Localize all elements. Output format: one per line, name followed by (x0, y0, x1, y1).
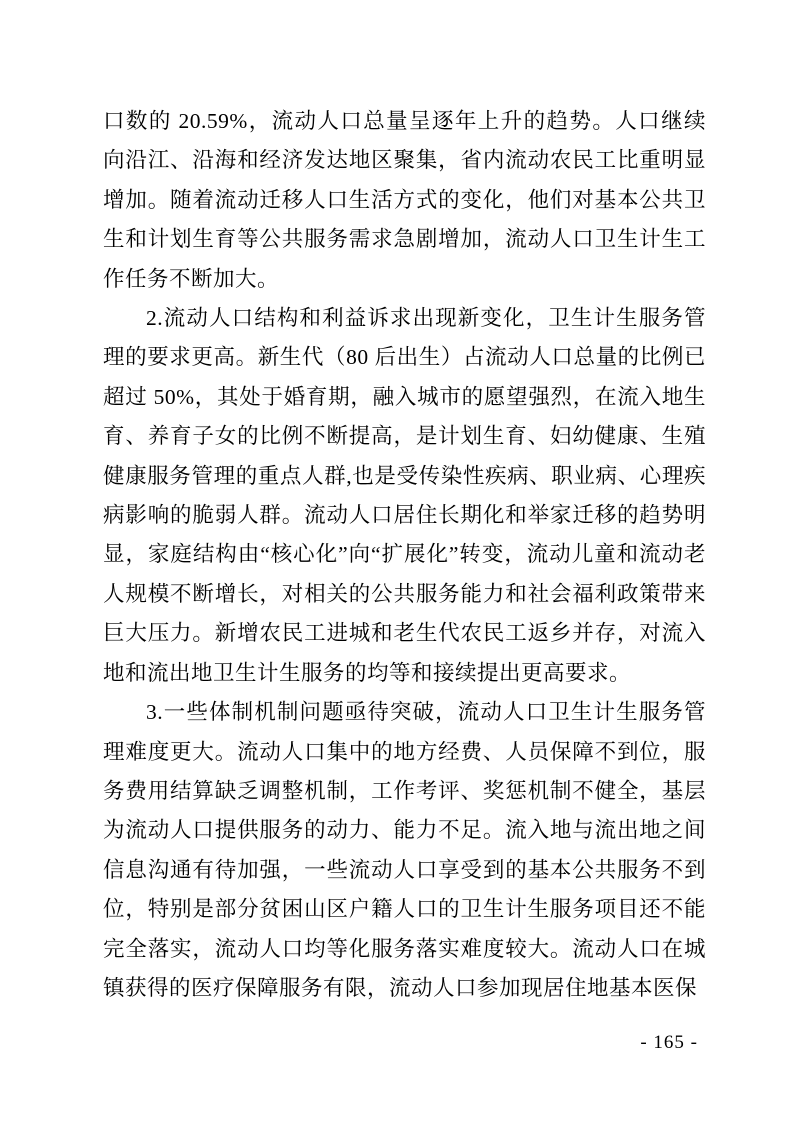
page-number: - 165 - (640, 1032, 698, 1053)
paragraph-item-2: 2.流动人口结构和利益诉求出现新变化，卫生计生服务管理的要求更高。新生代（80 后出生）占流动人口总量的比例已超过 50%，其处于婚育期，融入城市的愿望强烈，在流入地生育、养育子女的比例不断提高，是计划生育、妇幼健康、生殖健康服务管理的重点人群,也是受传染性疾病、职业病、心理疾病影响的脆弱人群。流动人口居住长期化和举家迁移的趋势明显，家庭结构由“核心化”向“扩展化”转变，流动儿童和流动老人规模不断增长，对相关的公共服务能力和社会福利政策带来巨大压力。新增农民工进城和老生代农民工返乡并存，对流入地和流出地卫生计生服务的均等和接续提出更高要求。 (103, 306, 706, 685)
paragraph-item-3: 3.一些体制机制问题亟待突破，流动人口卫生计生服务管理难度更大。流动人口集中的地方经费、人员保障不到位，服务费用结算缺乏调整机制，工作考评、奖惩机制不健全，基层为流动人口提供服务的动力、能力不足。流入地与流出地之间信息沟通有待加强，一些流动人口享受到的基本公共服务不到位，特别是部分贫困山区户籍人口的卫生计生服务项目还不能完全落实，流动人口均等化服务落实难度较大。流动人口在城镇获得的医疗保障服务有限，流动人口参加现居住地基本医保 (103, 700, 706, 1000)
paragraph-continuation: 口数的 20.59%，流动人口总量呈逐年上升的趋势。人口继续向沿江、沿海和经济发达地区聚集，省内流动农民工比重明显增加。随着流动迁移人口生活方式的变化，他们对基本公共卫生和计划生育等公共服务需求急剧增加，流动人口卫生计生工作任务不断加大。 (103, 109, 706, 291)
document-body (103, 102, 706, 1008)
